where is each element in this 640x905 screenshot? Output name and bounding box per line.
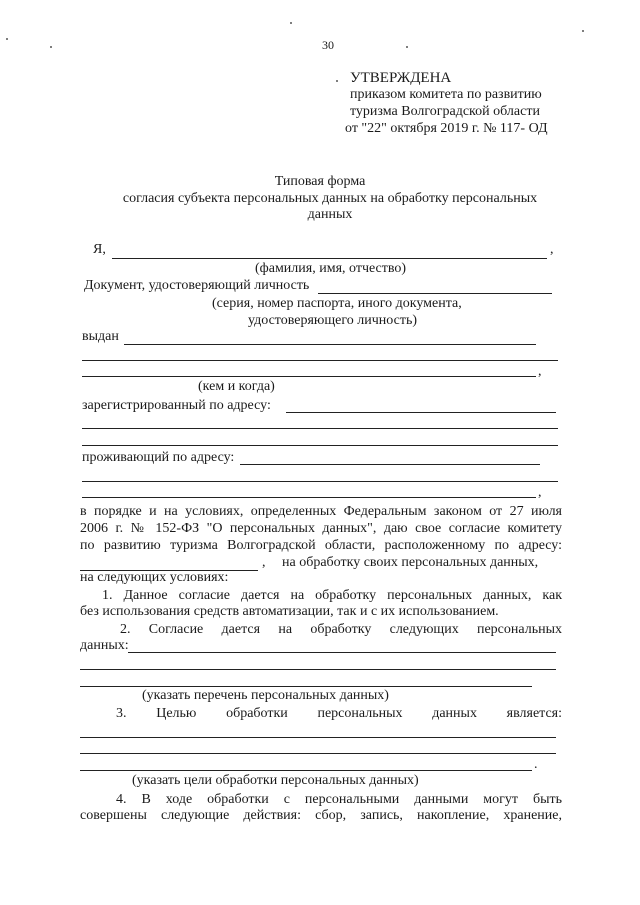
document-hint: (серия, номер паспорта, иного документа,: [212, 296, 462, 311]
body-text: на следующих условиях:: [80, 570, 229, 585]
clause-1: 1. Данное согласие дается на обработку персональных данных, как: [102, 588, 562, 603]
living-label: проживающий по адресу:: [82, 450, 235, 465]
issued-input-line[interactable]: [124, 344, 536, 345]
approval-line: туризма Волгоградской области: [350, 104, 540, 119]
clause-4: совершены следующие действия: сбор, запись, накопление, хранение,: [80, 808, 562, 823]
approval-line: приказом комитета по развитию: [350, 87, 542, 102]
living-comma: ,: [538, 485, 542, 500]
issued-input-line[interactable]: [82, 360, 558, 361]
body-text: ,: [262, 555, 266, 570]
scan-speck: [582, 30, 584, 32]
page-number: 30: [322, 38, 334, 52]
fio-hint: (фамилия, имя, отчество): [255, 261, 407, 276]
purpose-hint: (указать цели обработки персональных данных): [132, 773, 419, 788]
personal-data-input-line[interactable]: [80, 686, 532, 687]
scan-speck: [50, 46, 52, 48]
issued-hint: (кем и когда): [198, 379, 275, 394]
registered-label: зарегистрированный по адресу:: [82, 398, 271, 413]
form-title-line: Типовая форма: [274, 174, 366, 189]
scan-speck: [6, 38, 8, 40]
living-input-line[interactable]: [240, 464, 540, 465]
issued-label: выдан: [82, 329, 119, 344]
personal-data-hint: (указать перечень персональных данных): [142, 688, 389, 703]
purpose-input-line[interactable]: [80, 770, 532, 771]
scan-speck: [406, 46, 408, 48]
issued-comma: ,: [538, 364, 542, 379]
fio-input-line[interactable]: [112, 258, 547, 259]
living-input-line[interactable]: [82, 497, 536, 498]
registered-input-line[interactable]: [82, 428, 558, 429]
document-input-line[interactable]: [318, 293, 552, 294]
personal-data-input-line[interactable]: [80, 669, 556, 670]
approval-title: УТВЕРЖДЕНА: [350, 70, 452, 86]
i-label: Я,: [93, 242, 106, 257]
body-text: по развитию туризма Волгоградской области, расположенному по адресу:: [80, 538, 562, 553]
purpose-input-line[interactable]: [80, 737, 556, 738]
body-text: в порядке и на условиях, определенных Федеральным законом от 27 июля: [80, 504, 562, 519]
personal-data-input-line[interactable]: [128, 652, 556, 653]
body-text: на обработку своих персональных данных,: [282, 555, 539, 570]
form-title-line: согласия субъекта персональных данных на обработку персональных: [122, 191, 538, 206]
clause-2: 2. Согласие дается на обработку следующих персональных: [120, 622, 562, 637]
approval-date: от "22" октября 2019 г. № 117- ОД: [345, 121, 548, 136]
purpose-end-dot: .: [534, 757, 538, 772]
registered-input-line[interactable]: [286, 412, 556, 413]
scan-speck: [336, 80, 338, 82]
clause-4: 4. В ходе обработки с персональными данными могут быть: [116, 792, 562, 807]
purpose-input-line[interactable]: [80, 753, 556, 754]
document-hint: удостоверяющего личность): [248, 313, 418, 328]
form-title-line: данных: [307, 207, 353, 222]
fio-comma: ,: [550, 242, 554, 257]
clause-3: 3. Целью обработки персональных данных является:: [116, 706, 562, 721]
registered-input-line[interactable]: [82, 445, 558, 446]
issued-input-line[interactable]: [82, 376, 536, 377]
scan-speck: [290, 22, 292, 24]
living-input-line[interactable]: [82, 481, 558, 482]
clause-2: данных:: [80, 638, 129, 653]
clause-1: без использования средств автоматизации, так и с их использованием.: [80, 604, 499, 619]
body-text: 2006 г. № 152-ФЗ "О персональных данных", даю свое согласие комитету: [80, 521, 562, 536]
document-label: Документ, удостоверяющий личность: [84, 278, 310, 293]
